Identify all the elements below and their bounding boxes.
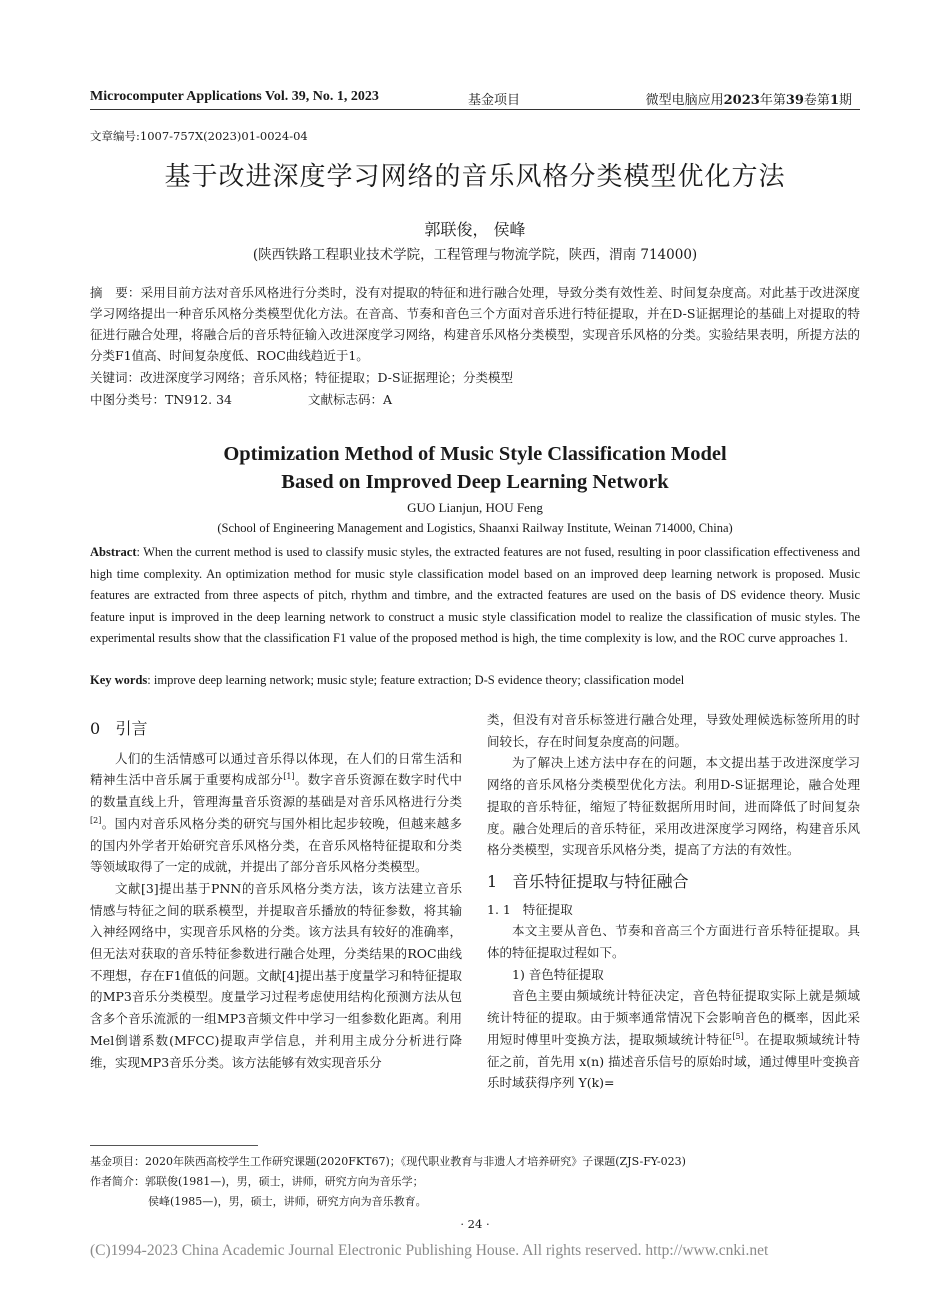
timbre-item-heading: 1) 音色特征提取 xyxy=(512,966,604,982)
keywords-en: Key words: improve deep learning network; music style; feature extraction; D-S evidence theory; classification model xyxy=(90,673,685,687)
intro-paragraph-3: 类，但没有对音乐标签进行融合处理，导致处理候选标签所用的时间较长，存在时间复杂度高的问题。 xyxy=(487,712,860,749)
abstract-en xyxy=(90,542,860,650)
left-column xyxy=(90,718,462,1073)
abstract-en-label: Abstract xyxy=(90,545,137,559)
keywords-cn: 关键词：改进深度学习网络；音乐风格；特征提取；D-S证据理论；分类模型 xyxy=(90,370,514,385)
document-code: 文献标志码：A xyxy=(308,392,393,407)
section1-paragraph-1: 本文主要从音色、节奏和音高三个方面进行音乐特征提取。具体的特征提取过程如下。 xyxy=(487,923,860,961)
section1-paragraph-2: 音色主要由频域统计特征决定，音色特征提取实际上就是频域统计特征的提取。由于频率通常情况下会影响音色的概率，因此采用短时傅里叶变换方法，提取频域统计特征[5]。在提取频域统计特征之前，首先用 x(n) 描述音乐信号的原始时域，通过傅里叶变换音乐时域获得序列 Y(k)= xyxy=(487,988,860,1091)
paper-title-cn: 基于改进深度学习网络的音乐风格分类模型优化方法 xyxy=(164,162,786,192)
classification-line xyxy=(90,390,392,408)
footnote-fund: 基金项目：2020年陕西高校学生工作研究课题(2020FKT67)；《现代职业教育与非遗人才培养研究》子课题(ZJS-FY-023) xyxy=(90,1155,686,1168)
intro-paragraph-4: 为了解决上述方法中存在的问题，本文提出基于改进深度学习网络的音乐风格分类模型优化方法。利用D-S证据理论，融合处理提取的音乐特征，缩短了特征数据所用时间，进而降低了时间复杂度。融合处理后的音乐特征，采用改进深度学习网络，构建音乐风格分类模型，实现音乐风格分类，提高了方法的有效性。 xyxy=(487,755,860,858)
affiliation-en: (School of Engineering Management and Logistics, Shaanxi Railway Institute, Weinan 714000, China) xyxy=(217,521,733,535)
affiliation-cn: (陕西铁路工程职业技术学院，工程管理与物流学院，陕西，渭南 714000) xyxy=(252,247,698,263)
section-0-heading: 0 引言 xyxy=(90,719,148,738)
footnote-author-1: 作者简介：郭联俊(1981—)，男，硕士，讲师，研究方向为音乐学； xyxy=(90,1175,424,1188)
header-rule xyxy=(90,109,860,110)
subsection-1-1-heading: 1. 1 特征提取 xyxy=(487,901,573,917)
section-1-heading: 1 音乐特征提取与特征融合 xyxy=(487,871,689,891)
abstract-cn xyxy=(90,282,860,366)
journal-header-left: Microcomputer Applications Vol. 39, No. 1, 2023 xyxy=(90,89,379,104)
intro-paragraph-2: 文献[3]提出基于PNN的音乐风格分类方法，该方法建立音乐情感与特征之间的联系模型，并提取音乐播放的特征参数，将其输入神经网络中，实现音乐风格的分类。该方法具有较好的准确率，但无法对获取的音乐特征参数进行融合处理，分类结果的ROC曲线不理想，存在F1值低的问题。文献[4]提出基于度量学习和特征提取的MP3音乐分类模型。度量学习过程考虑使用结构化预测方法从包含多个音乐流派的一组MP3音频文件中学习一组参数化距离。利用Mel倒谱系数(MFCC)提取声学信息，并利用主成分分析进行降维，实现MP3音乐分类。该方法能够有效实现音乐分 xyxy=(90,880,462,1070)
paper-title-en: Optimization Method of Music Style Classification Model Based on Improved Deep Learning Network xyxy=(223,443,727,493)
abstract-cn-label: 摘 要： xyxy=(90,285,141,300)
cnki-watermark: (C)1994-2023 China Academic Journal Electronic Publishing House. All rights reserved. http://www.cnki.net xyxy=(90,1242,769,1259)
article-number: 文章编号:1007-757X(2023)01-0024-04 xyxy=(90,129,308,143)
footnote-rule xyxy=(90,1145,258,1146)
abstract-cn-text: 采用目前方法对音乐风格进行分类时，没有对提取的特征和进行融合处理，导致分类有效性差、时间复杂度高。对此基于改进深度学习网络提出一种音乐风格分类模型优化方法。在音高、节奏和音色三个方面对音乐进行特征提取，并在D-S证据理论的基础上对提取的特征进行融合处理，将融合后的音乐特征输入改进深度学习网络，构建音乐风格分类模型，实现音乐风格的分类。实验结果表明，所提方法的分类F1值高、时间复杂度低、ROC曲线趋近于1。 xyxy=(90,285,860,363)
journal-header-middle: 基金项目 xyxy=(468,93,521,108)
footnote-author-2: 侯峰(1985—)，男，硕士，讲师，研究方向为音乐教育。 xyxy=(148,1195,427,1208)
abstract-en-text: : When the current method is used to classify music styles, the extracted features are not fused, resulting in poor classification effectiveness and high time complexity. An optimization method for music style classification model based on an improved deep learning network is proposed. Music features are extracted from three aspects of pitch, rhythm and timbre, and the extracted features are used on the basis of DS evidence theory. Music feature input is improved in the deep learning network to construct a music style classification model to realize the classification of music styles. The experimental results show that the classification F1 value of the proposed method is high, the time complexity is low, and the ROC curve approaches 1. xyxy=(90,545,860,646)
intro-paragraph-1: 人们的生活情感可以通过音乐得以体现，在人们的日常生活和精神生活中音乐属于重要构成部分[1]。数字音乐资源在数字时代中的数量直线上升，管理海量音乐资源的基础是对音乐风格进行分类[2]。国内对音乐风格分类的研究与国外相比起步较晚，但越来越多的国内外学者开始研究音乐风格分类，在音乐风格特征提取和分类等领域取得了一定的成就，并提出了部分音乐风格分类模型。 xyxy=(90,750,462,875)
right-column xyxy=(487,709,860,1094)
page-number: · 24 · xyxy=(460,1217,490,1231)
journal-header-right: 微型电脑应用2023年第39卷第1期 xyxy=(645,93,852,108)
authors-cn: 郭联俊， 侯峰 xyxy=(424,220,526,239)
clc-number: 中图分类号：TN912. 34 xyxy=(90,392,232,407)
authors-en: GUO Lianjun, HOU Feng xyxy=(407,500,543,515)
